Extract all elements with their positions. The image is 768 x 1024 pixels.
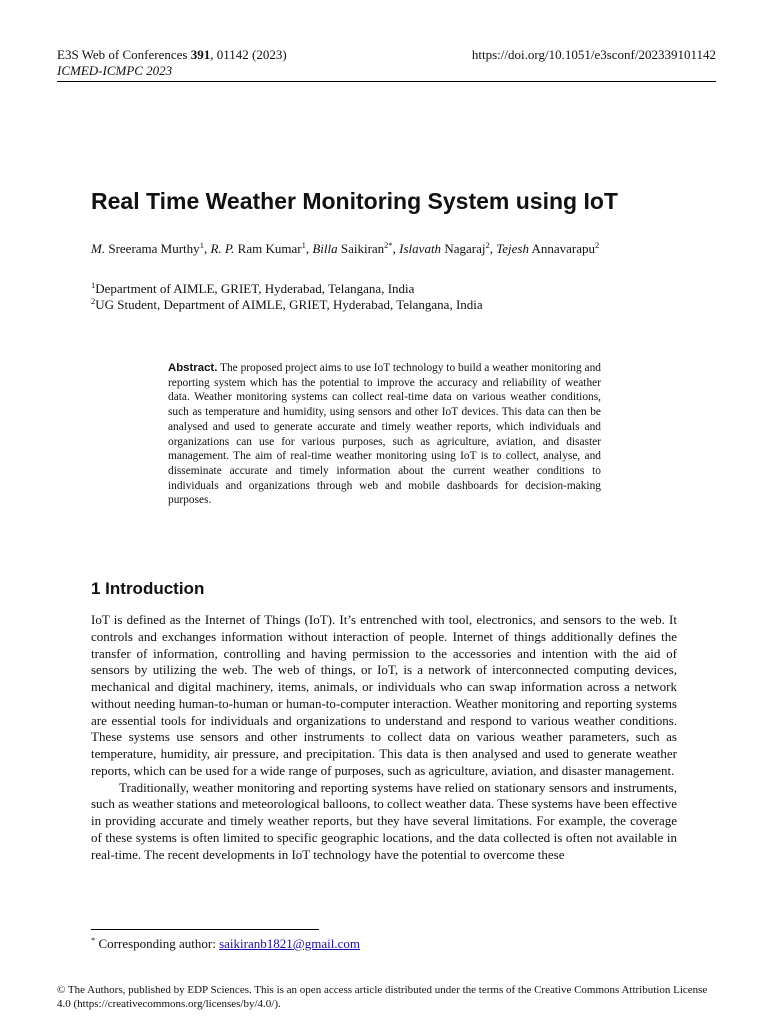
paragraph: IoT is defined as the Internet of Things (IoT). It’s entrenched with tool, electronics, and sensors to the web. It controls and exchanges information without interaction of people. Internet of things additionally defines the transfer of information, controlling and having permission to the accessories and intention with the aid of sensors by utilizing the web. The web of things, or IoT, is a network of interconnected computing devices, mechanical and digital machinery, items, animals, or individuals who can swap information across a network without needing human-to-human or human-to-computer interaction. Weather monitoring and reporting systems are essential tools for individuals and organizations to understand and respond to various weather conditions. These systems use sensors and other instruments to collect data on various weather parameters, such as temperature, humidity, air pressure, and precipitation. This data is then analysed and used to generate weather reports, which can be used for a wide range of purposes, such as agriculture, aviation, and disaster management.: [91, 612, 677, 778]
footnote: * Corresponding author: saikiranb1821@gmail.com: [91, 935, 360, 951]
author: Billa Saikiran$^{2*}$,: [312, 240, 400, 256]
body-text: [91, 612, 677, 863]
header-divider: [57, 81, 716, 82]
paper-title: Real Time Weather Monitoring System using IoT: [91, 188, 618, 214]
affiliations: [91, 281, 681, 313]
section-heading: 1 Introduction: [91, 579, 205, 598]
corresponding-email-link[interactable]: saikiranb1821@gmail.com: [219, 936, 360, 951]
license-notice: © The Authors, published by EDP Sciences. This is an open access article distributed under the terms of the Creative Commons Attribution License 4.0 (https://creativecommons.org/licenses/by/4.0/).: [57, 984, 708, 1010]
volume-number: 391: [190, 47, 211, 62]
abstract-label: Abstract.: [168, 362, 218, 374]
footnote-divider: [91, 929, 319, 930]
paragraph: Traditionally, weather monitoring and reporting systems have relied on stationary sensors and instruments, such as weather stations and meteorological balloons, to collect weather data. These systems have been effective in providing accurate and timely weather reports, but they have several limitations. For example, the coverage of these systems is often limited to specific geographic locations, and the data collected is often not available in real-time. The recent developments in IoT technology have the potential to overcome these: [91, 779, 677, 862]
author: M. Sreerama Murthy$^1$,: [91, 240, 211, 256]
abstract: [168, 361, 601, 508]
abstract-text: The proposed project aims to use IoT technology to build a weather monitoring and reporting system which has the potential to improve the accuracy and reliability of weather data. Weather monitoring systems can collect real-time data on various weather conditions, such as temperature and humidity, using sensors and other IoT devices. This data can then be analysed and used to generate accurate and timely weather reports, which individuals and organizations can use for various purposes, such as agriculture, aviation, and disaster management. The aim of real-time weather monitoring using IoT is to collect, analyse, and disseminate accurate and timely information about the current weather conditions to individuals and organizations through web and mobile dashboards for decision-making purposes.: [168, 362, 601, 507]
affiliation-1: $^1$Department of AIMLE, GRIET, Hyderabad, Telangana, India: [91, 280, 415, 296]
author-list: [91, 240, 681, 257]
author: Tejesh Annavarapu$^2$: [496, 240, 600, 256]
author: Islavath Nagaraj$^2$,: [399, 240, 497, 256]
conference-name: ICMED-ICMPC 2023: [57, 63, 173, 78]
affiliation-2: $^2$UG Student, Department of AIMLE, GRIET, Hyderabad, Telangana, India: [91, 296, 483, 312]
running-header-left: [57, 47, 287, 79]
doi-link[interactable]: https://doi.org/10.1051/e3sconf/202339101142: [471, 47, 716, 62]
journal-citation: E3S Web of Conferences 391, 01142 (2023): [57, 47, 287, 62]
author: R. P. Ram Kumar$^1$,: [210, 240, 313, 256]
